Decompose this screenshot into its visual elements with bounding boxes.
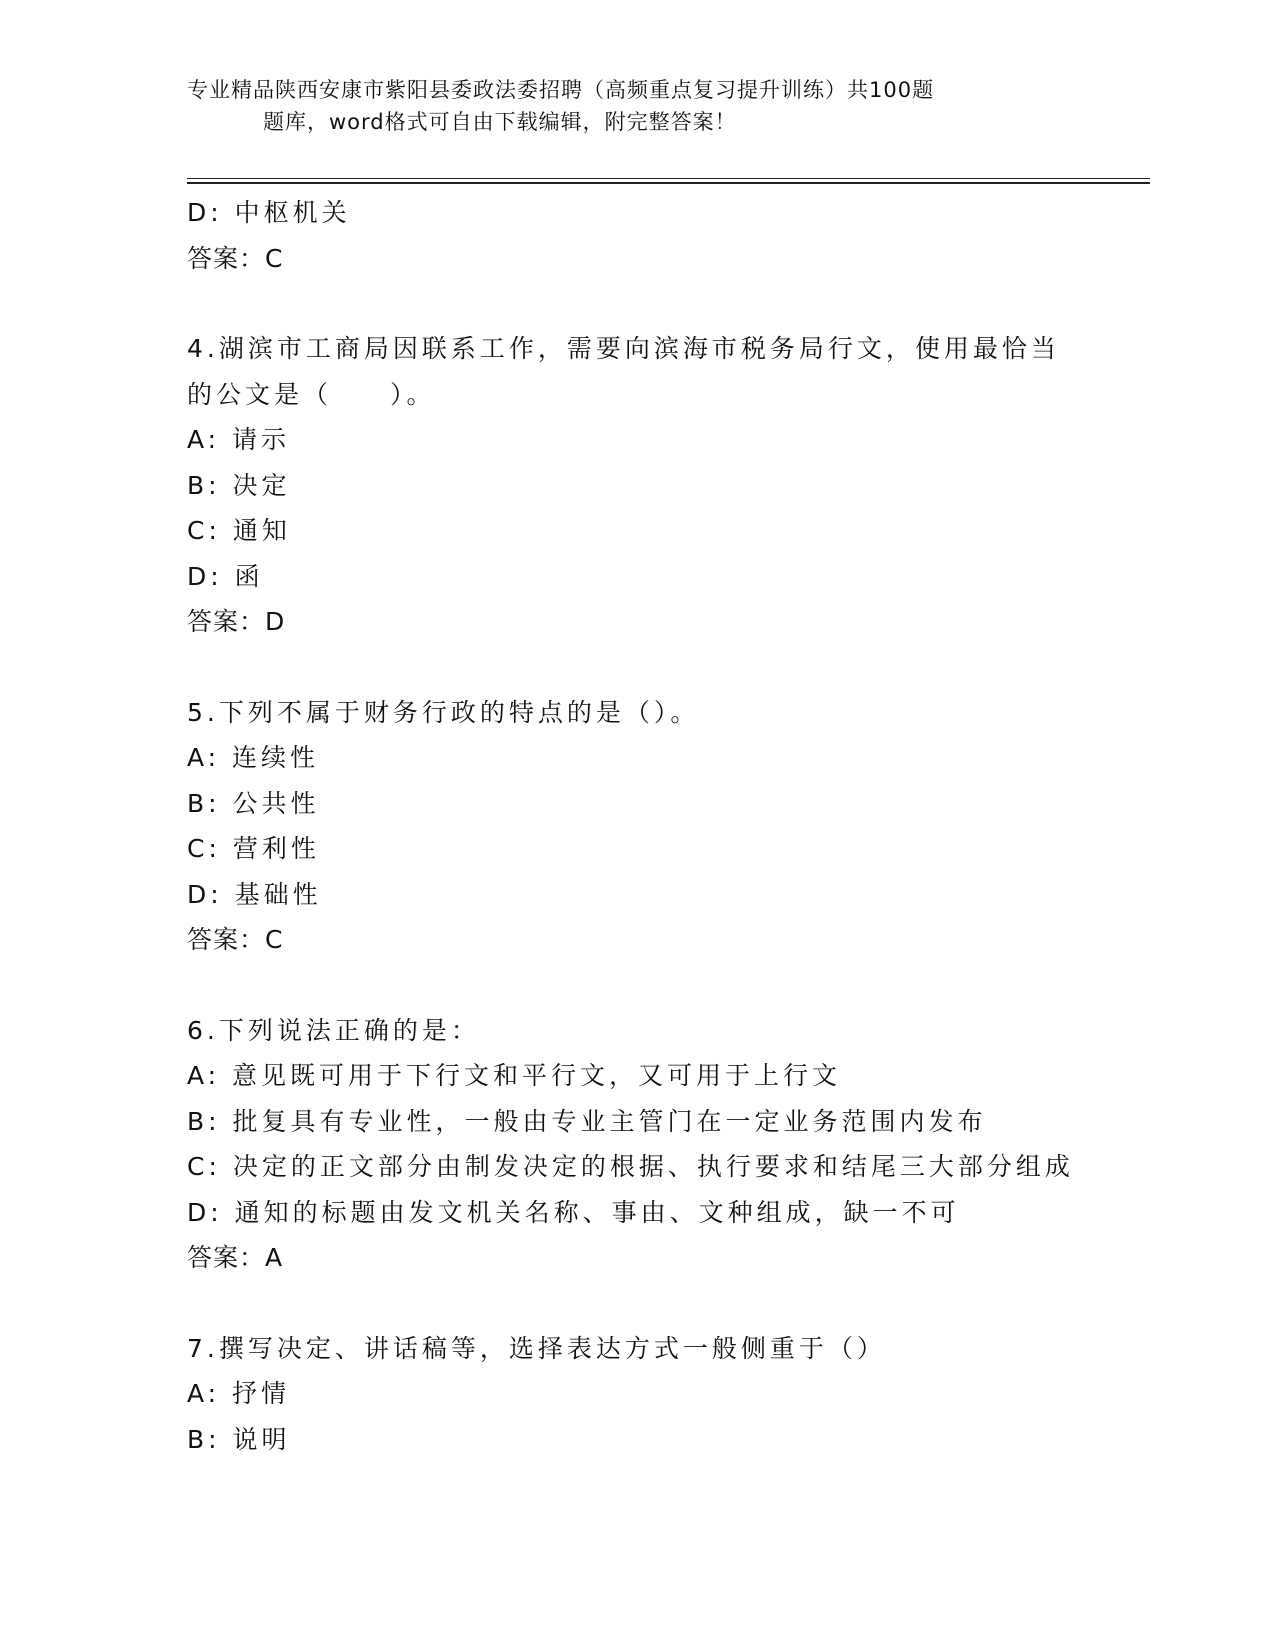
q7-stem: 7.撰写决定、讲话稿等，选择表达方式一般侧重于（） [187,1333,886,1363]
q3-answer: 答案：C [187,243,284,273]
q5-option-c: C: 营利性 [187,834,320,863]
question-list [187,190,1147,1462]
q6-option-b: B: 批复具有专业性，一般由专业主管门在一定业务范围内发布 [187,1106,987,1136]
q6-option-c: C: 决定的正文部分由制发决定的根据、执行要求和结尾三大部分组成 [187,1152,1074,1181]
q5-option-b: B: 公共性 [187,788,320,818]
q6-option-d: D: 通知的标题由发文机关名称、事由、文种组成，缺一不可 [187,1197,960,1227]
document-header [187,74,1067,138]
q4-option-c: C: 通知 [187,516,291,545]
q5-option-d: D: 基础性 [187,879,322,909]
q4-stem-line1: 4.湖滨市工商局因联系工作，需要向滨海市税务局行文，使用最恰当 [187,334,1060,363]
q4-option-d: D: 函 [187,561,264,591]
spacer [187,1281,1147,1326]
spacer [187,963,1147,1008]
q6-option-a: A: 意见既可用于下行文和平行文，又可用于上行文 [187,1061,842,1090]
header-divider-thick [187,182,1150,184]
q6-stem: 6.下列说法正确的是： [187,1015,480,1045]
spacer [187,281,1147,326]
spacer [187,645,1147,690]
q6-answer: 答案：A [187,1243,284,1272]
header-title-line2: 题库，word格式可自由下载编辑，附完整答案！ [263,110,737,134]
q4-answer: 答案：D [187,607,286,636]
q4-option-a: A: 请示 [187,425,291,454]
q5-option-a: A: 连续性 [187,743,320,772]
header-divider-thin [187,178,1150,179]
q5-stem: 5.下列不属于财务行政的特点的是（）。 [187,697,700,727]
header-title-line1: 专业精品陕西安康市紫阳县委政法委招聘（高频重点复习提升训练）共100题 [187,78,935,102]
q5-answer: 答案：C [187,925,284,954]
q7-option-b: B: 说明 [187,1424,291,1454]
q4-option-b: B: 决定 [187,470,291,500]
q3-option-d: D: 中枢机关 [187,198,351,227]
q4-stem-line2: 的公文是（ ）。 [187,379,436,409]
q7-option-a: A: 抒情 [187,1379,291,1408]
